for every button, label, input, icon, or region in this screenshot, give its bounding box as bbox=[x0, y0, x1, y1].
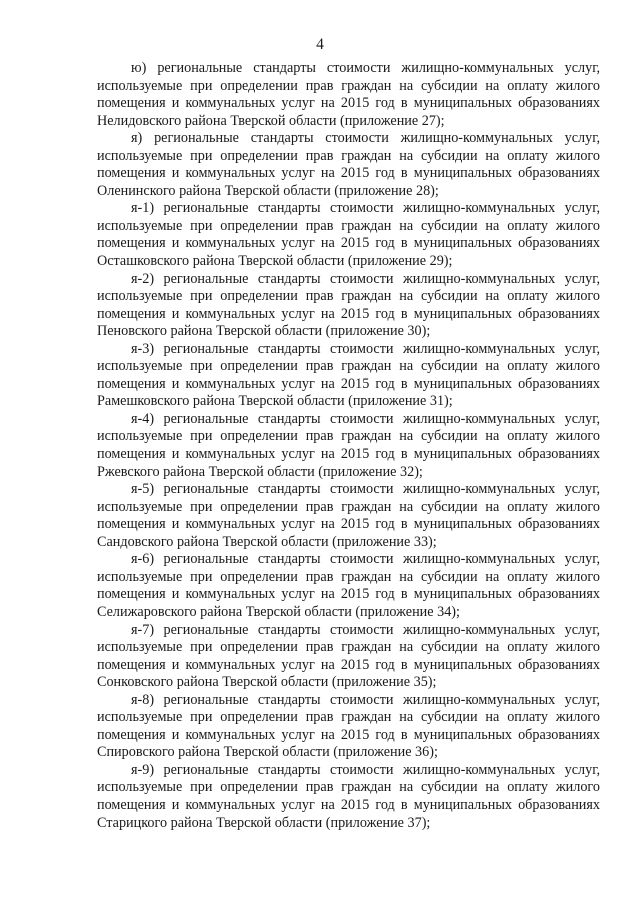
paragraph-ya-1: я-1) региональные стандарты стоимости жилищно-коммунальных услуг, используемые при определении прав граждан на субсидии на оплату жилого помещения и коммунальных услуг на 2015 год в муниципальных образованиях Осташковского района Тверской области (приложение 29); bbox=[97, 200, 600, 270]
paragraph-ya-4: я-4) региональные стандарты стоимости жилищно-коммунальных услуг, используемые при определении прав граждан на субсидии на оплату жилого помещения и коммунальных услуг на 2015 год в муниципальных образованиях Ржевского района Тверской области (приложение 32); bbox=[97, 410, 600, 480]
paragraph-ya: я) региональные стандарты стоимости жилищно-коммунальных услуг, используемые при определении прав граждан на субсидии на оплату жилого помещения и коммунальных услуг на 2015 год в муниципальных образованиях Оленинского района Тверской области (приложение 28); bbox=[97, 130, 600, 199]
paragraph-ya-9: я-9) региональные стандарты стоимости жилищно-коммунальных услуг, используемые при определении прав граждан на субсидии на оплату жилого помещения и коммунальных услуг на 2015 год в муниципальных образованиях Старицкого района Тверской области (приложение 37); bbox=[97, 761, 600, 831]
paragraph-ya-8: я-8) региональные стандарты стоимости жилищно-коммунальных услуг, используемые при определении прав граждан на субсидии на оплату жилого помещения и коммунальных услуг на 2015 год в муниципальных образованиях Спировского района Тверской области (приложение 36); bbox=[97, 691, 600, 761]
paragraph-ya-6: я-6) региональные стандарты стоимости жилищно-коммунальных услуг, используемые при определении прав граждан на субсидии на оплату жилого помещения и коммунальных услуг на 2015 год в муниципальных образованиях Селижаровского района Тверской области (приложение 34); bbox=[97, 551, 600, 620]
paragraph-ya-2: я-2) региональные стандарты стоимости жилищно-коммунальных услуг, используемые при определении прав граждан на субсидии на оплату жилого помещения и коммунальных услуг на 2015 год в муниципальных образованиях Пеновского района Тверской области (приложение 30); bbox=[97, 270, 600, 340]
paragraph-ya-3: я-3) региональные стандарты стоимости жилищно-коммунальных услуг, используемые при определении прав граждан на субсидии на оплату жилого помещения и коммунальных услуг на 2015 год в муниципальных образованиях Рамешковского района Тверской области (приложение 31); bbox=[97, 340, 600, 410]
paragraph-ya-5: я-5) региональные стандарты стоимости жилищно-коммунальных услуг, используемые при определении прав граждан на субсидии на оплату жилого помещения и коммунальных услуг на 2015 год в муниципальных образованиях Сандовского района Тверской области (приложение 33); bbox=[97, 481, 600, 550]
page-number: 4 bbox=[316, 36, 324, 53]
paragraph-yu: ю) региональные стандарты стоимости жилищно-коммунальных услуг, используемые при определении прав граждан на субсидии на оплату жилого помещения и коммунальных услуг на 2015 год в муниципальных образованиях Нелидовского района Тверской области (приложение 27); bbox=[97, 60, 600, 129]
document-body bbox=[97, 60, 600, 832]
paragraph-ya-7: я-7) региональные стандарты стоимости жилищно-коммунальных услуг, используемые при определении прав граждан на субсидии на оплату жилого помещения и коммунальных услуг на 2015 год в муниципальных образованиях Сонковского района Тверской области (приложение 35); bbox=[97, 621, 600, 691]
